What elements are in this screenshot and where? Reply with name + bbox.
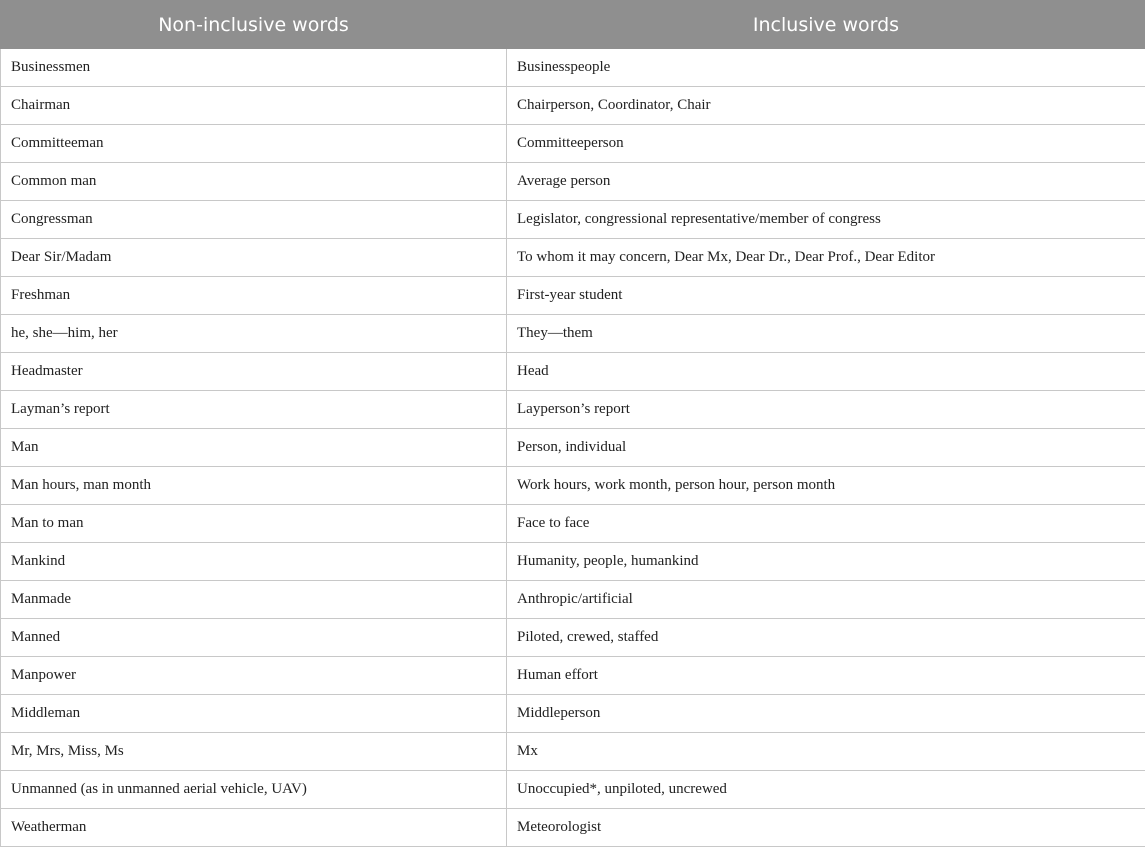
table-row bbox=[1, 239, 1145, 277]
non-inclusive-cell: Freshman bbox=[1, 277, 507, 315]
non-inclusive-cell: Manpower bbox=[1, 657, 507, 695]
table-row bbox=[1, 125, 1145, 163]
non-inclusive-cell: Middleman bbox=[1, 695, 507, 733]
header-inclusive: Inclusive words bbox=[507, 1, 1145, 49]
table-header bbox=[1, 1, 1145, 49]
inclusive-cell: Head bbox=[507, 353, 1145, 391]
header-row bbox=[1, 1, 1145, 49]
inclusive-cell: Human effort bbox=[507, 657, 1145, 695]
inclusive-cell: Humanity, people, humankind bbox=[507, 543, 1145, 581]
table-row bbox=[1, 163, 1145, 201]
non-inclusive-cell: Mankind bbox=[1, 543, 507, 581]
non-inclusive-cell: Dear Sir/Madam bbox=[1, 239, 507, 277]
table-row bbox=[1, 87, 1145, 125]
table-row bbox=[1, 809, 1145, 847]
non-inclusive-cell: Headmaster bbox=[1, 353, 507, 391]
non-inclusive-cell: Common man bbox=[1, 163, 507, 201]
table-row bbox=[1, 657, 1145, 695]
table-row bbox=[1, 315, 1145, 353]
table-row bbox=[1, 353, 1145, 391]
inclusive-cell: Work hours, work month, person hour, person month bbox=[507, 467, 1145, 505]
inclusive-cell: Piloted, crewed, staffed bbox=[507, 619, 1145, 657]
non-inclusive-cell: Congressman bbox=[1, 201, 507, 239]
non-inclusive-cell: Man bbox=[1, 429, 507, 467]
header-non-inclusive: Non-inclusive words bbox=[1, 1, 507, 49]
inclusive-cell: Chairperson, Coordinator, Chair bbox=[507, 87, 1145, 125]
inclusive-cell: Unoccupied*, unpiloted, uncrewed bbox=[507, 771, 1145, 809]
non-inclusive-cell: Layman’s report bbox=[1, 391, 507, 429]
table-row bbox=[1, 619, 1145, 657]
inclusive-cell: Businesspeople bbox=[507, 49, 1145, 87]
non-inclusive-cell: Mr, Mrs, Miss, Ms bbox=[1, 733, 507, 771]
inclusive-cell: Meteorologist bbox=[507, 809, 1145, 847]
table-row bbox=[1, 505, 1145, 543]
table-row bbox=[1, 771, 1145, 809]
non-inclusive-cell: he, she—him, her bbox=[1, 315, 507, 353]
non-inclusive-cell: Businessmen bbox=[1, 49, 507, 87]
inclusive-cell: Layperson’s report bbox=[507, 391, 1145, 429]
inclusive-cell: Face to face bbox=[507, 505, 1145, 543]
table-row bbox=[1, 543, 1145, 581]
non-inclusive-cell: Man to man bbox=[1, 505, 507, 543]
table-row bbox=[1, 581, 1145, 619]
non-inclusive-cell: Manned bbox=[1, 619, 507, 657]
inclusive-cell: Average person bbox=[507, 163, 1145, 201]
inclusive-cell: Middleperson bbox=[507, 695, 1145, 733]
table-body bbox=[1, 49, 1145, 847]
table-row bbox=[1, 429, 1145, 467]
inclusive-cell: To whom it may concern, Dear Mx, Dear Dr., Dear Prof., Dear Editor bbox=[507, 239, 1145, 277]
non-inclusive-cell: Committeeman bbox=[1, 125, 507, 163]
inclusive-cell: Committeeperson bbox=[507, 125, 1145, 163]
table-row bbox=[1, 277, 1145, 315]
non-inclusive-cell: Chairman bbox=[1, 87, 507, 125]
inclusive-cell: First-year student bbox=[507, 277, 1145, 315]
non-inclusive-cell: Unmanned (as in unmanned aerial vehicle, UAV) bbox=[1, 771, 507, 809]
table-row bbox=[1, 201, 1145, 239]
table-row bbox=[1, 733, 1145, 771]
inclusive-cell: Mx bbox=[507, 733, 1145, 771]
non-inclusive-cell: Man hours, man month bbox=[1, 467, 507, 505]
inclusive-cell: Legislator, congressional representative/member of congress bbox=[507, 201, 1145, 239]
inclusive-cell: Person, individual bbox=[507, 429, 1145, 467]
table-row bbox=[1, 467, 1145, 505]
inclusive-cell: Anthropic/artificial bbox=[507, 581, 1145, 619]
table-row bbox=[1, 391, 1145, 429]
table-row bbox=[1, 49, 1145, 87]
table-row bbox=[1, 695, 1145, 733]
non-inclusive-cell: Weatherman bbox=[1, 809, 507, 847]
non-inclusive-cell: Manmade bbox=[1, 581, 507, 619]
inclusive-cell: They—them bbox=[507, 315, 1145, 353]
